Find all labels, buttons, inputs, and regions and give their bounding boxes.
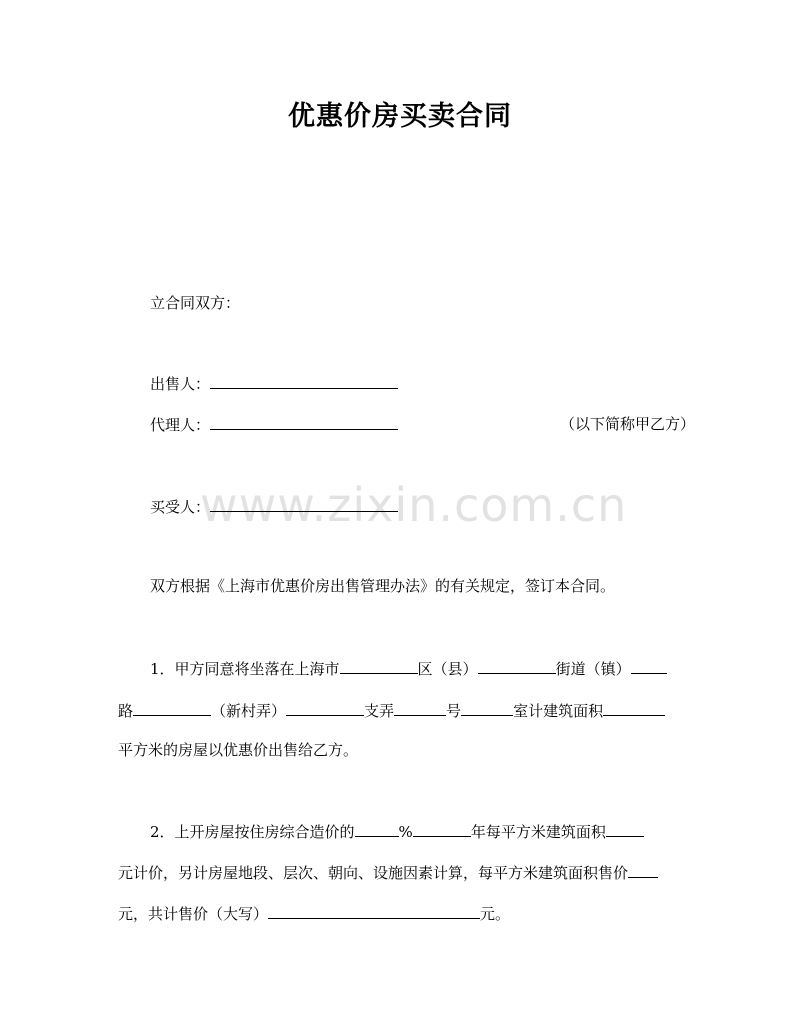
year-blank [413, 821, 471, 837]
clause1-text-c: 街道（镇） [555, 660, 631, 678]
unit-price-blank [606, 821, 644, 837]
lane-blank [133, 700, 211, 716]
clause1-line3: 平方米的房屋以优惠价出售给乙方。 [118, 741, 359, 759]
clause1-text-number: 号 [446, 702, 462, 720]
seller-line [150, 373, 398, 394]
percent-blank [355, 821, 399, 837]
area-blank [603, 700, 665, 716]
clause2-text-factors: 元计价，另计房屋地段、层次、朝向、设施因素计算，每平方米建筑面积售价 [118, 864, 629, 882]
clause1-text-sublane: 支弄 [364, 702, 395, 720]
number-blank [394, 700, 446, 716]
room-blank [461, 700, 513, 716]
document-title: 优惠价房买卖合同 [288, 101, 512, 132]
seller-blank [210, 373, 398, 389]
clause1-line2 [118, 700, 665, 721]
clause1-text-area: 室计建筑面积 [513, 702, 604, 720]
clause2-text-a: 2．上开房屋按住房综合造价的 [150, 823, 355, 841]
buyer-blank [210, 496, 398, 512]
agent-line [150, 414, 398, 435]
agent-label: 代理人： [150, 416, 211, 434]
clause2-text-total: 元，共计售价（大写） [118, 905, 269, 923]
clause2-text-yuan: 元。 [480, 905, 511, 923]
clause1-text-lane: （新村弄） [211, 702, 287, 720]
clause1-line1 [150, 658, 667, 679]
road-blank [631, 658, 667, 674]
buyer-label: 买受人： [150, 498, 211, 516]
street-blank [478, 658, 556, 674]
clause2-percent: % [398, 823, 413, 841]
sublane-blank [286, 700, 364, 716]
clause1-text-road: 路 [118, 702, 134, 720]
clause1-text-b: 区（县） [417, 660, 478, 678]
buyer-line [150, 496, 398, 517]
preamble: 双方根据《上海市优惠价房出售管理办法》的有关规定，签订本合同。 [150, 577, 616, 595]
agent-blank [210, 414, 398, 430]
total-price-blank [268, 903, 480, 919]
parties-intro: 立合同双方： [150, 294, 241, 312]
clause1-text-a: 1．甲方同意将坐落在上海市 [150, 660, 340, 678]
watermark: www.zixin.com.cn [200, 478, 628, 532]
district-blank [340, 658, 418, 674]
clause2-text-c: 年每平方米建筑面积 [470, 823, 606, 841]
clause2-line3 [118, 903, 510, 924]
abbreviation-note: （以下简称甲乙方） [560, 415, 696, 433]
sale-price-blank [628, 862, 658, 878]
clause2-line1 [150, 821, 644, 842]
clause2-line2 [118, 862, 658, 883]
seller-label: 出售人： [150, 375, 211, 393]
